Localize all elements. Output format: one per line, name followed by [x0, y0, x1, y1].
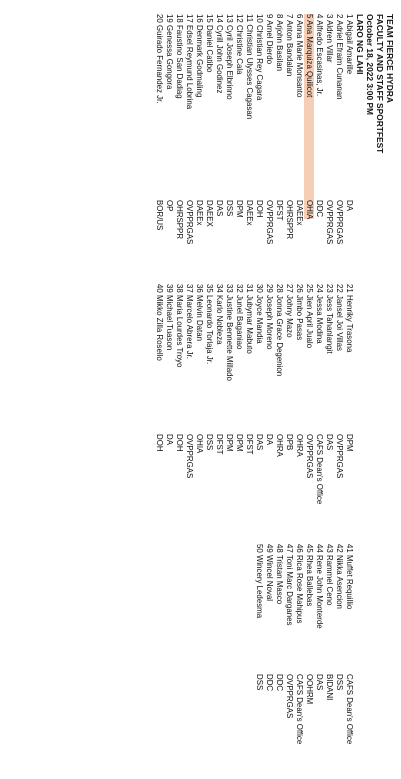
member-name: 33 Justine Bennette Millado: [225, 284, 234, 381]
member-unit: OOHRM: [305, 674, 314, 705]
member-unit: DPM: [345, 434, 354, 452]
roster-row: [334, 284, 344, 478]
member-name: 32 Junel Baganiao: [235, 284, 244, 350]
member-unit: OVPPRGAS: [265, 200, 274, 245]
member-name: 44 Rene John Monterde: [315, 544, 324, 629]
roster-row: [264, 14, 274, 244]
member-unit: OVPPRGAS: [335, 200, 344, 245]
member-name: 8 Arjohn Basilan: [275, 14, 284, 72]
member-unit: OHIA: [195, 434, 204, 454]
member-unit: DAS: [215, 200, 224, 217]
member-unit: CAFS Dean's Office: [345, 674, 354, 745]
member-unit: OVPPRGAS: [285, 674, 294, 719]
member-unit: OVPPRGAS: [185, 200, 194, 245]
roster-row: [314, 284, 324, 504]
activity-title: LARO NG LAHI: [355, 14, 365, 75]
roster-row: [164, 14, 174, 211]
roster-row: [324, 544, 334, 700]
member-name: 19 Genessa Gongora: [165, 14, 174, 90]
member-name: 2 Adriel Efraim Cunanan: [335, 14, 344, 100]
member-unit: DSS: [335, 674, 344, 691]
roster-row: [264, 284, 274, 445]
roster-row: [274, 14, 284, 221]
member-name: 49 Wincel Noval: [265, 544, 274, 602]
roster-row: [314, 14, 324, 217]
member-unit: DFST: [245, 434, 254, 455]
member-name: 23 Jess Tahanlangit: [325, 284, 334, 354]
member-unit: OHIA: [305, 200, 314, 220]
member-name: 46 Rica Rose Mahipus: [295, 544, 304, 624]
member-name: 14 Cyrill John Godinez: [215, 14, 224, 94]
member-unit: BOR/US: [155, 200, 164, 231]
event-title: FACULTY AND STAFF SPORTFEST: [375, 14, 385, 154]
roster-row: [264, 544, 274, 691]
member-name: 5 Ana Marquiza Quilicot: [305, 14, 314, 98]
roster-row: [234, 14, 244, 218]
roster-row: [324, 14, 334, 244]
member-name: 10 Christian Rey Cagara: [255, 14, 264, 101]
roster-row: [204, 14, 214, 227]
roster-row: [344, 544, 354, 744]
member-unit: BIDANI: [325, 674, 334, 701]
member-unit: DFST: [275, 200, 284, 221]
member-name: 12 Christine Cala: [235, 14, 244, 75]
member-name: 47 Toni Marc Darganes: [285, 544, 294, 626]
member-unit: DA: [165, 434, 174, 445]
member-name: 4 Alfredo Escasinas, Jr.: [315, 14, 324, 97]
roster-row: [214, 284, 224, 455]
member-unit: DDC: [265, 674, 274, 692]
member-unit: DAEEx: [295, 200, 304, 226]
roster-row: [204, 284, 214, 450]
member-unit: DA: [265, 434, 274, 445]
roster-row: [174, 284, 184, 452]
member-name: 42 Nikka Asencion: [335, 544, 344, 609]
roster-row: [224, 284, 234, 452]
roster-row: [234, 284, 244, 452]
roster-row: [294, 544, 304, 744]
member-unit: DSS: [255, 674, 264, 691]
member-unit: OHRA: [275, 434, 284, 457]
member-name: 43 Rammel Ceno: [325, 544, 334, 606]
roster-row: [294, 284, 304, 457]
member-unit: DPM: [235, 434, 244, 452]
member-unit: DOH: [255, 200, 264, 218]
member-name: 39 Michael Tuason: [165, 284, 174, 351]
member-name: 30 Joyce Mandia: [255, 284, 264, 344]
member-unit: OVPPRGAS: [325, 200, 334, 245]
member-name: 27 Johny Mazo: [285, 284, 294, 338]
roster-row: [224, 14, 234, 216]
roster-row: [194, 14, 204, 225]
roster-row: [274, 544, 284, 691]
member-unit: CAFS Dean's Office: [295, 674, 304, 745]
member-unit: DSS: [205, 434, 214, 451]
roster-row: [254, 14, 264, 218]
roster-row: [344, 14, 354, 211]
member-unit: OHRA: [295, 434, 304, 457]
roster-page: [0, 14, 401, 774]
member-name: 6 Anna Marie Monsanto: [295, 14, 304, 98]
member-name: 41 Muffet Requillio: [345, 544, 354, 610]
member-name: 13 Cyril Joseph Elbrinno: [225, 14, 234, 100]
roster-row: [334, 544, 344, 690]
roster-row: [304, 544, 314, 704]
member-name: 35 Leonardo Torlaja Jr.: [205, 284, 214, 365]
roster-row: [244, 14, 254, 225]
member-unit: DPM: [225, 434, 234, 452]
roster-row: [254, 544, 264, 690]
member-name: 28 Jonna Grace Degenion: [275, 284, 284, 377]
roster-row: [164, 284, 174, 445]
member-name: 7 Anton Bandalan: [285, 14, 294, 77]
member-unit: DPB: [285, 434, 294, 451]
member-name: 18 Faustino San Dadiag: [175, 14, 184, 99]
roster-row: [154, 284, 164, 452]
member-name: 1 Abigail Amarille: [345, 14, 354, 75]
member-name: 9 Arnel Dierdo: [265, 14, 274, 65]
roster-row: [184, 14, 194, 244]
member-name: 40 Mikko Zilla Rosello: [155, 284, 164, 361]
member-name: 29 Joseph Moreno: [265, 284, 274, 350]
roster-row: [324, 284, 334, 450]
roster-row: [304, 284, 314, 478]
member-name: 48 Tristan Masco: [275, 544, 284, 605]
member-unit: DAEEx: [245, 200, 254, 226]
member-unit: OHRSPPR: [285, 200, 294, 240]
member-name: 25 Jien April Jualo: [305, 284, 314, 349]
roster-row: [274, 284, 284, 457]
member-name: 17 Edsel Reymund Lobrina: [185, 14, 194, 110]
member-unit: DAS: [255, 434, 264, 451]
member-unit: OVPPRGAS: [305, 434, 314, 479]
roster-row: [334, 14, 344, 244]
member-name: 16 Denmark Godmaling: [195, 14, 204, 98]
member-unit: DOH: [155, 434, 164, 452]
member-unit: DAS: [315, 674, 324, 691]
member-name: 20 Guirado Fernandez Jr.: [155, 14, 164, 104]
team-title: TEAM FIERCE HYDRA: [385, 14, 395, 103]
member-unit: DAEEx: [195, 200, 204, 226]
member-unit: DDC: [275, 674, 284, 692]
member-unit: DA: [345, 200, 354, 211]
member-unit: DAS: [325, 434, 334, 451]
member-name: 22 Jansel Joi Villas: [335, 284, 344, 351]
roster-row: [244, 284, 254, 455]
member-unit: OP: [165, 200, 174, 212]
member-unit: DDC: [315, 200, 324, 218]
roster-row: [174, 14, 184, 239]
member-name: 45 Rhea Ballebas: [305, 544, 314, 607]
member-name: 50 Wincery Ledesma: [255, 544, 264, 619]
roster-row: [154, 14, 164, 230]
roster-row: [214, 14, 224, 216]
member-unit: DFST: [215, 434, 224, 455]
roster-row: [284, 284, 294, 450]
member-unit: OHRSPPR: [175, 200, 184, 240]
member-name: 21 Henriky Trasona: [345, 284, 354, 353]
roster-row: [294, 14, 304, 225]
member-name: 15 Daniel Catibo: [205, 14, 214, 73]
member-name: 26 Jimbo Pasas: [295, 284, 304, 341]
roster-row: [314, 544, 324, 690]
roster-row: [254, 284, 264, 450]
member-name: 11 Christian Ulysses Cagasan: [245, 14, 254, 120]
member-name: 34 Karlo Nobleza: [215, 284, 224, 345]
member-unit: DAEEX: [205, 200, 214, 227]
member-unit: DSS: [225, 200, 234, 217]
roster-row: [284, 544, 294, 718]
event-date: October 18, 2022 3:00 PM: [365, 14, 375, 116]
member-unit: DPM: [235, 200, 244, 218]
roster-row: [284, 14, 294, 239]
member-unit: OVPPRGAS: [335, 434, 344, 479]
roster-row: [194, 284, 204, 453]
roster-row: [184, 284, 194, 478]
roster-row: [344, 284, 354, 452]
member-name: 3 Aldren Villar: [325, 14, 334, 63]
member-name: 36 Melvin Datan: [195, 284, 204, 342]
member-name: 31 Jubymar Mabuto: [245, 284, 254, 354]
member-name: 37 Marcelo Abrera Jr.: [185, 284, 194, 359]
member-unit: DOH: [175, 434, 184, 452]
member-unit: OVPPRGAS: [185, 434, 194, 479]
member-name: 24 Jessa Modina: [315, 284, 324, 344]
roster-row: [304, 14, 314, 219]
member-unit: CAFS Dean's Office: [315, 434, 324, 505]
member-name: 38 Maria Lourdes Troyo: [175, 284, 184, 368]
